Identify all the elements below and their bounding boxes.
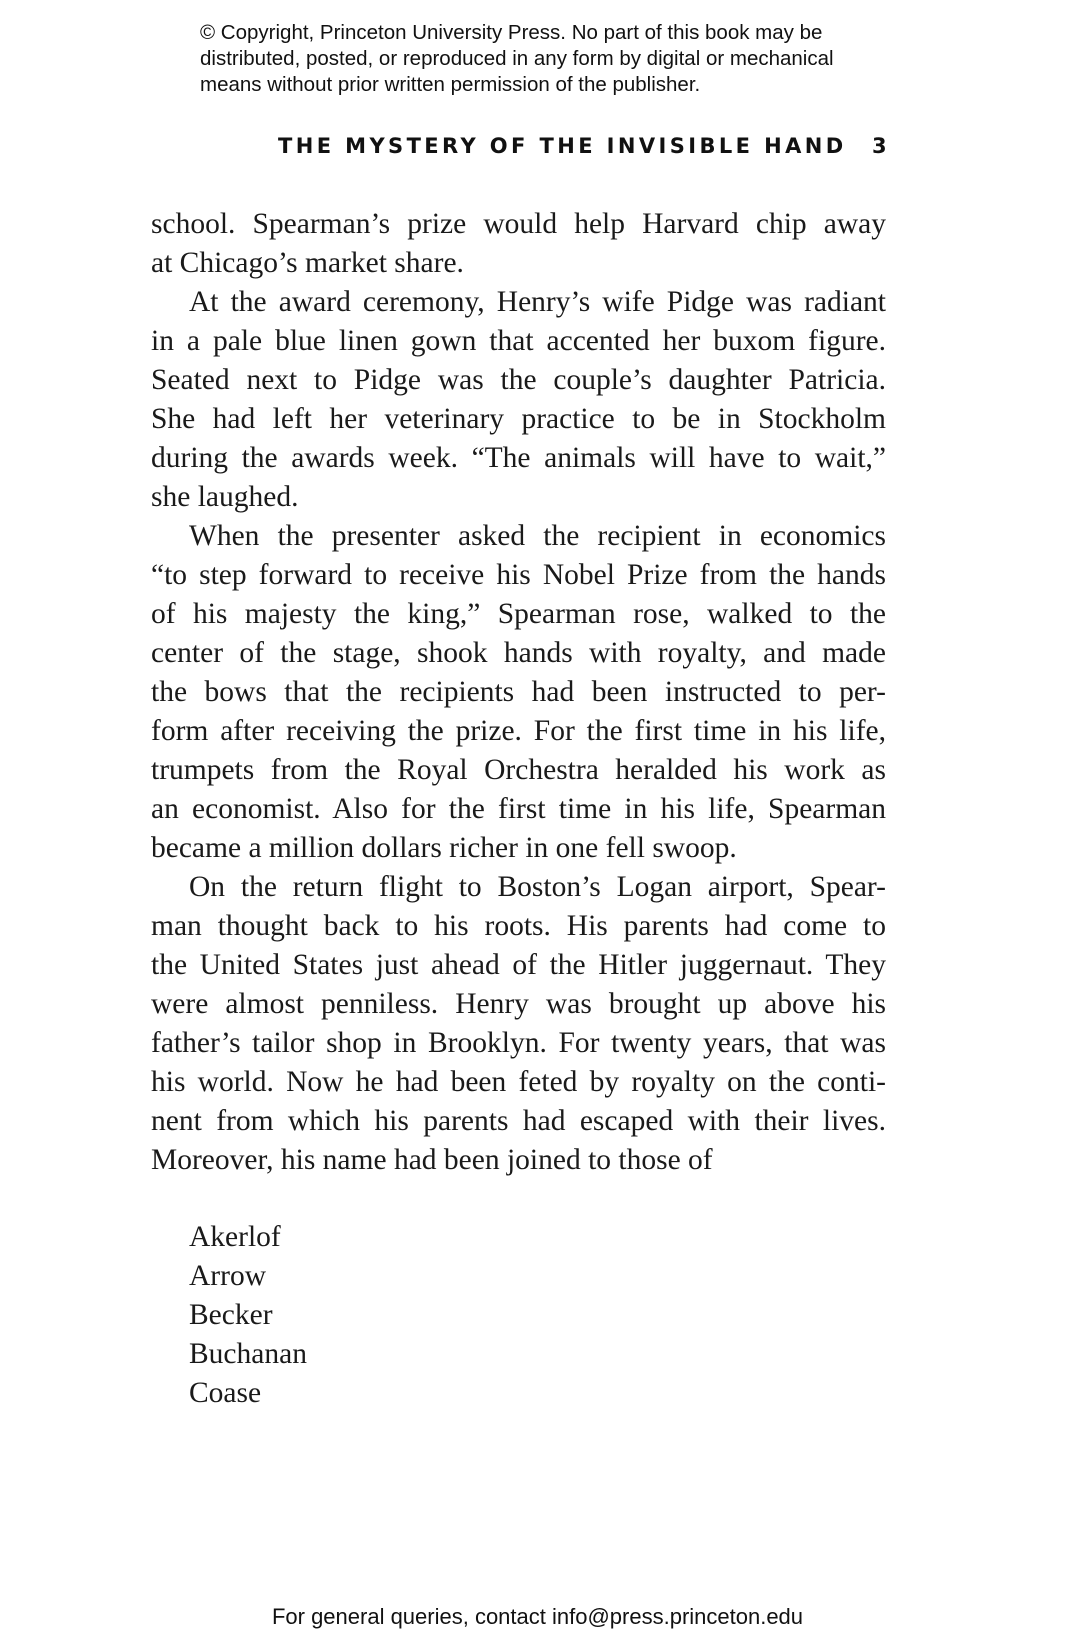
copyright-line: distributed, posted, or reproduced in any form by digital or mechanical [200,47,834,70]
text-line: the United States just ahead of the Hitler juggernaut. They [151,949,886,981]
footer-contact: For general queries, contact info@press.princeton.edu [271,1604,804,1629]
text-line: in a pale blue linen gown that accented her buxom figure. [151,325,886,357]
copyright-notice [200,20,920,98]
copyright-line: © Copyright, Princeton University Press. No part of this book may be [200,21,823,44]
text-line: at Chicago’s market share. [151,247,464,279]
text-line: became a million dollars richer in one fell swoop. [151,832,737,864]
list-item: Buchanan [189,1338,307,1370]
text-line: nent from which his parents had escaped with their lives. [151,1105,886,1137]
body-text [151,205,886,1180]
text-line: man thought back to his roots. His parents had come to [151,910,886,942]
list-item: Arrow [189,1260,267,1292]
text-line: of his majesty the king,” Spearman rose, walked to the [151,598,886,630]
text-line: trumpets from the Royal Orchestra heralded his work as [151,754,886,786]
text-line: the bows that the recipients had been instructed to per- [151,676,886,708]
list-item: Becker [189,1299,273,1331]
text-line: she laughed. [151,481,299,513]
text-line: When the presenter asked the recipient in economics [189,520,886,552]
list-item: Akerlof [189,1221,281,1253]
text-line: At the award ceremony, Henry’s wife Pidge was radiant [189,286,886,318]
text-line: form after receiving the prize. For the first time in his life, [151,715,886,747]
text-line: center of the stage, shook hands with royalty, and made [151,637,886,669]
copyright-line: means without prior written permission of the publisher. [200,73,701,96]
text-line: during the awards week. “The animals will have to wait,” [151,442,886,474]
text-line: Seated next to Pidge was the couple’s daughter Patricia. [151,364,886,396]
chapter-title: THE MYSTERY OF THE INVISIBLE HAND [278,134,847,158]
text-line: his world. Now he had been feted by royalty on the conti- [151,1066,886,1098]
text-line: an economist. Also for the first time in his life, Spearman [151,793,886,825]
text-line: Moreover, his name had been joined to those of [151,1144,713,1176]
text-line: school. Spearman’s prize would help Harvard chip away [151,208,886,240]
text-line: were almost penniless. Henry was brought up above his [151,988,886,1020]
running-header [0,134,1075,164]
list-item: Coase [189,1377,262,1409]
text-line: On the return flight to Boston’s Logan airport, Spear- [189,871,886,903]
text-line: father’s tailor shop in Brooklyn. For twenty years, that was [151,1027,886,1059]
text-line: She had left her veterinary practice to be in Stockholm [151,403,886,435]
page-number: 3 [872,134,891,158]
text-line: “to step forward to receive his Nobel Prize from the hands [151,559,886,591]
economist-name-list [189,1218,307,1413]
